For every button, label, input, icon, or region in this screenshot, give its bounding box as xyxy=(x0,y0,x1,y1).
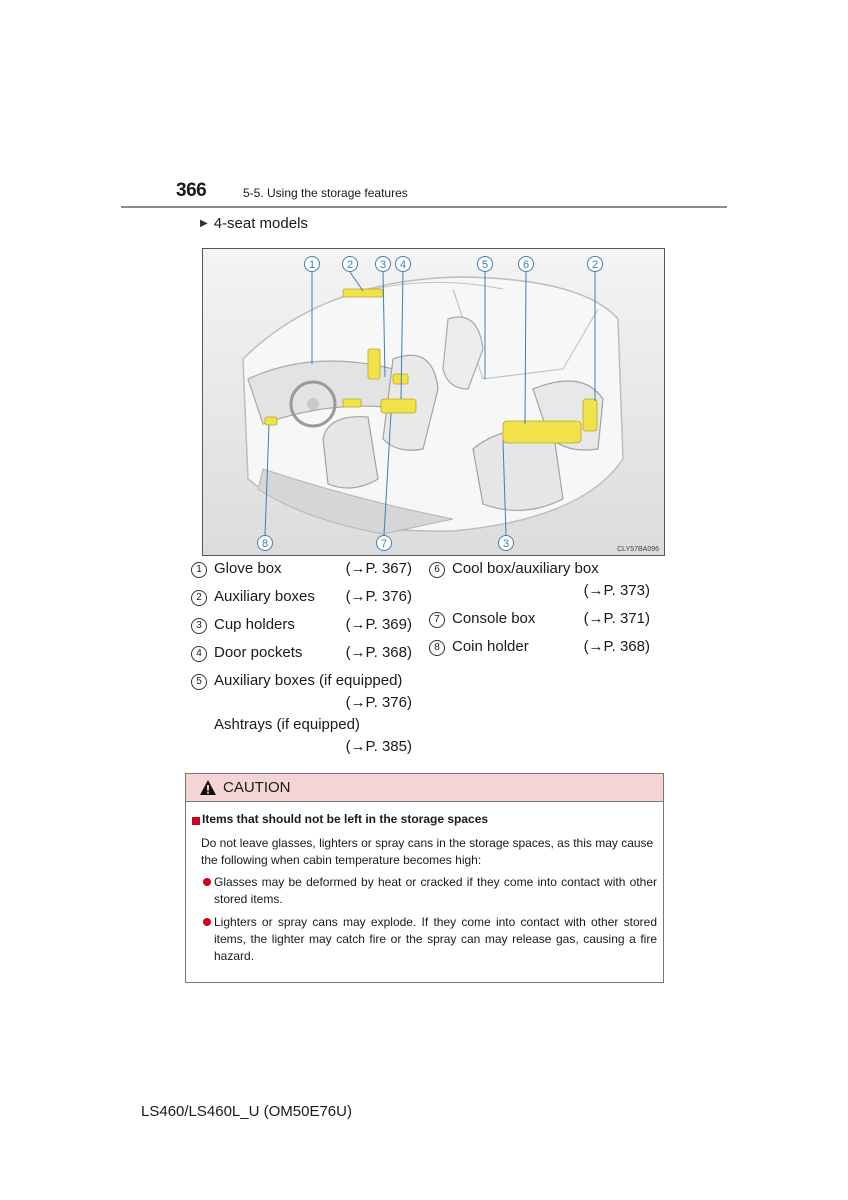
legend-page-ref[interactable]: (→P. 373) xyxy=(583,582,650,599)
page-number: 366 xyxy=(176,180,207,201)
triangle-bullet-icon: ▶ xyxy=(200,218,208,229)
legend-label: Cup holders xyxy=(214,616,295,633)
caution-title: CAUTION xyxy=(223,779,291,796)
legend-page-ref[interactable]: (→P. 368) xyxy=(345,644,412,661)
legend-label: Auxiliary boxes (if equipped) xyxy=(214,672,403,689)
legend-number: 8 xyxy=(429,640,445,656)
callout-1: 1 xyxy=(308,259,316,271)
header-rule xyxy=(121,206,727,208)
legend-number: 2 xyxy=(191,590,207,606)
callout-4: 4 xyxy=(399,259,407,271)
red-bullet-icon xyxy=(203,878,211,886)
legend-page-ref[interactable]: (→P. 368) xyxy=(583,638,650,655)
legend-number: 4 xyxy=(191,646,207,662)
section-title: 5-5. Using the storage features xyxy=(243,186,408,200)
callout-2: 2 xyxy=(346,259,354,271)
subheading xyxy=(200,215,308,232)
caution-bullet: Lighters or spray cans may explode. If they come into contact with other stored items, the lighter may catch fire or the spray can may release gas, causing a fire hazard. xyxy=(214,915,657,963)
callout-2b: 2 xyxy=(591,259,599,271)
legend-label: Cool box/auxiliary box xyxy=(452,560,599,577)
legend-page-ref[interactable]: (→P. 376) xyxy=(345,694,412,711)
legend-number: 1 xyxy=(191,562,207,578)
caution-box xyxy=(185,773,664,983)
legend-number: 3 xyxy=(191,618,207,634)
caution-header xyxy=(186,774,663,802)
legend-page-ref-extra[interactable]: (→P. 385) xyxy=(345,738,412,755)
legend-label: Console box xyxy=(452,610,536,627)
callout-6: 6 xyxy=(522,259,530,271)
legend-page-ref[interactable]: (→P. 371) xyxy=(583,610,650,627)
caution-item-heading: Items that should not be left in the storage spaces xyxy=(202,812,489,826)
callout-7: 7 xyxy=(380,538,388,550)
legend-page-ref[interactable]: (→P. 376) xyxy=(345,588,412,605)
driver-seat xyxy=(323,417,378,488)
car-interior-drawing xyxy=(203,249,664,555)
red-square-icon xyxy=(192,817,200,825)
legend-page-ref[interactable]: (→P. 367) xyxy=(345,560,412,577)
legend-number: 7 xyxy=(429,612,445,628)
callout-5: 5 xyxy=(481,259,489,271)
footer-model-code: LS460/LS460L_U (OM50E76U) xyxy=(141,1103,352,1120)
legend-label-extra: Ashtrays (if equipped) xyxy=(214,716,360,733)
caution-body: Do not leave glasses, lighters or spray cans in the storage spaces, as this may cause the following when cabin temperature becomes high: xyxy=(201,836,654,867)
legend-number: 5 xyxy=(191,674,207,690)
red-bullet-icon xyxy=(203,918,211,926)
callout-3b: 3 xyxy=(502,538,510,550)
illustration-code: CLY57BA096 xyxy=(617,546,659,553)
subheading-text: 4-seat models xyxy=(213,215,308,232)
legend-label: Coin holder xyxy=(452,638,529,655)
warning-triangle-icon xyxy=(199,779,217,796)
legend-page-ref[interactable]: (→P. 369) xyxy=(345,616,412,633)
caution-bullet: Glasses may be deformed by heat or cracked if they come into contact with other stored items. xyxy=(214,875,657,906)
callout-8: 8 xyxy=(261,538,269,550)
legend-label: Door pockets xyxy=(214,644,303,661)
legend-label: Glove box xyxy=(214,560,282,577)
legend-label: Auxiliary boxes xyxy=(214,588,315,605)
callout-3: 3 xyxy=(379,259,387,271)
legend-number: 6 xyxy=(429,562,445,578)
interior-illustration xyxy=(202,248,665,556)
